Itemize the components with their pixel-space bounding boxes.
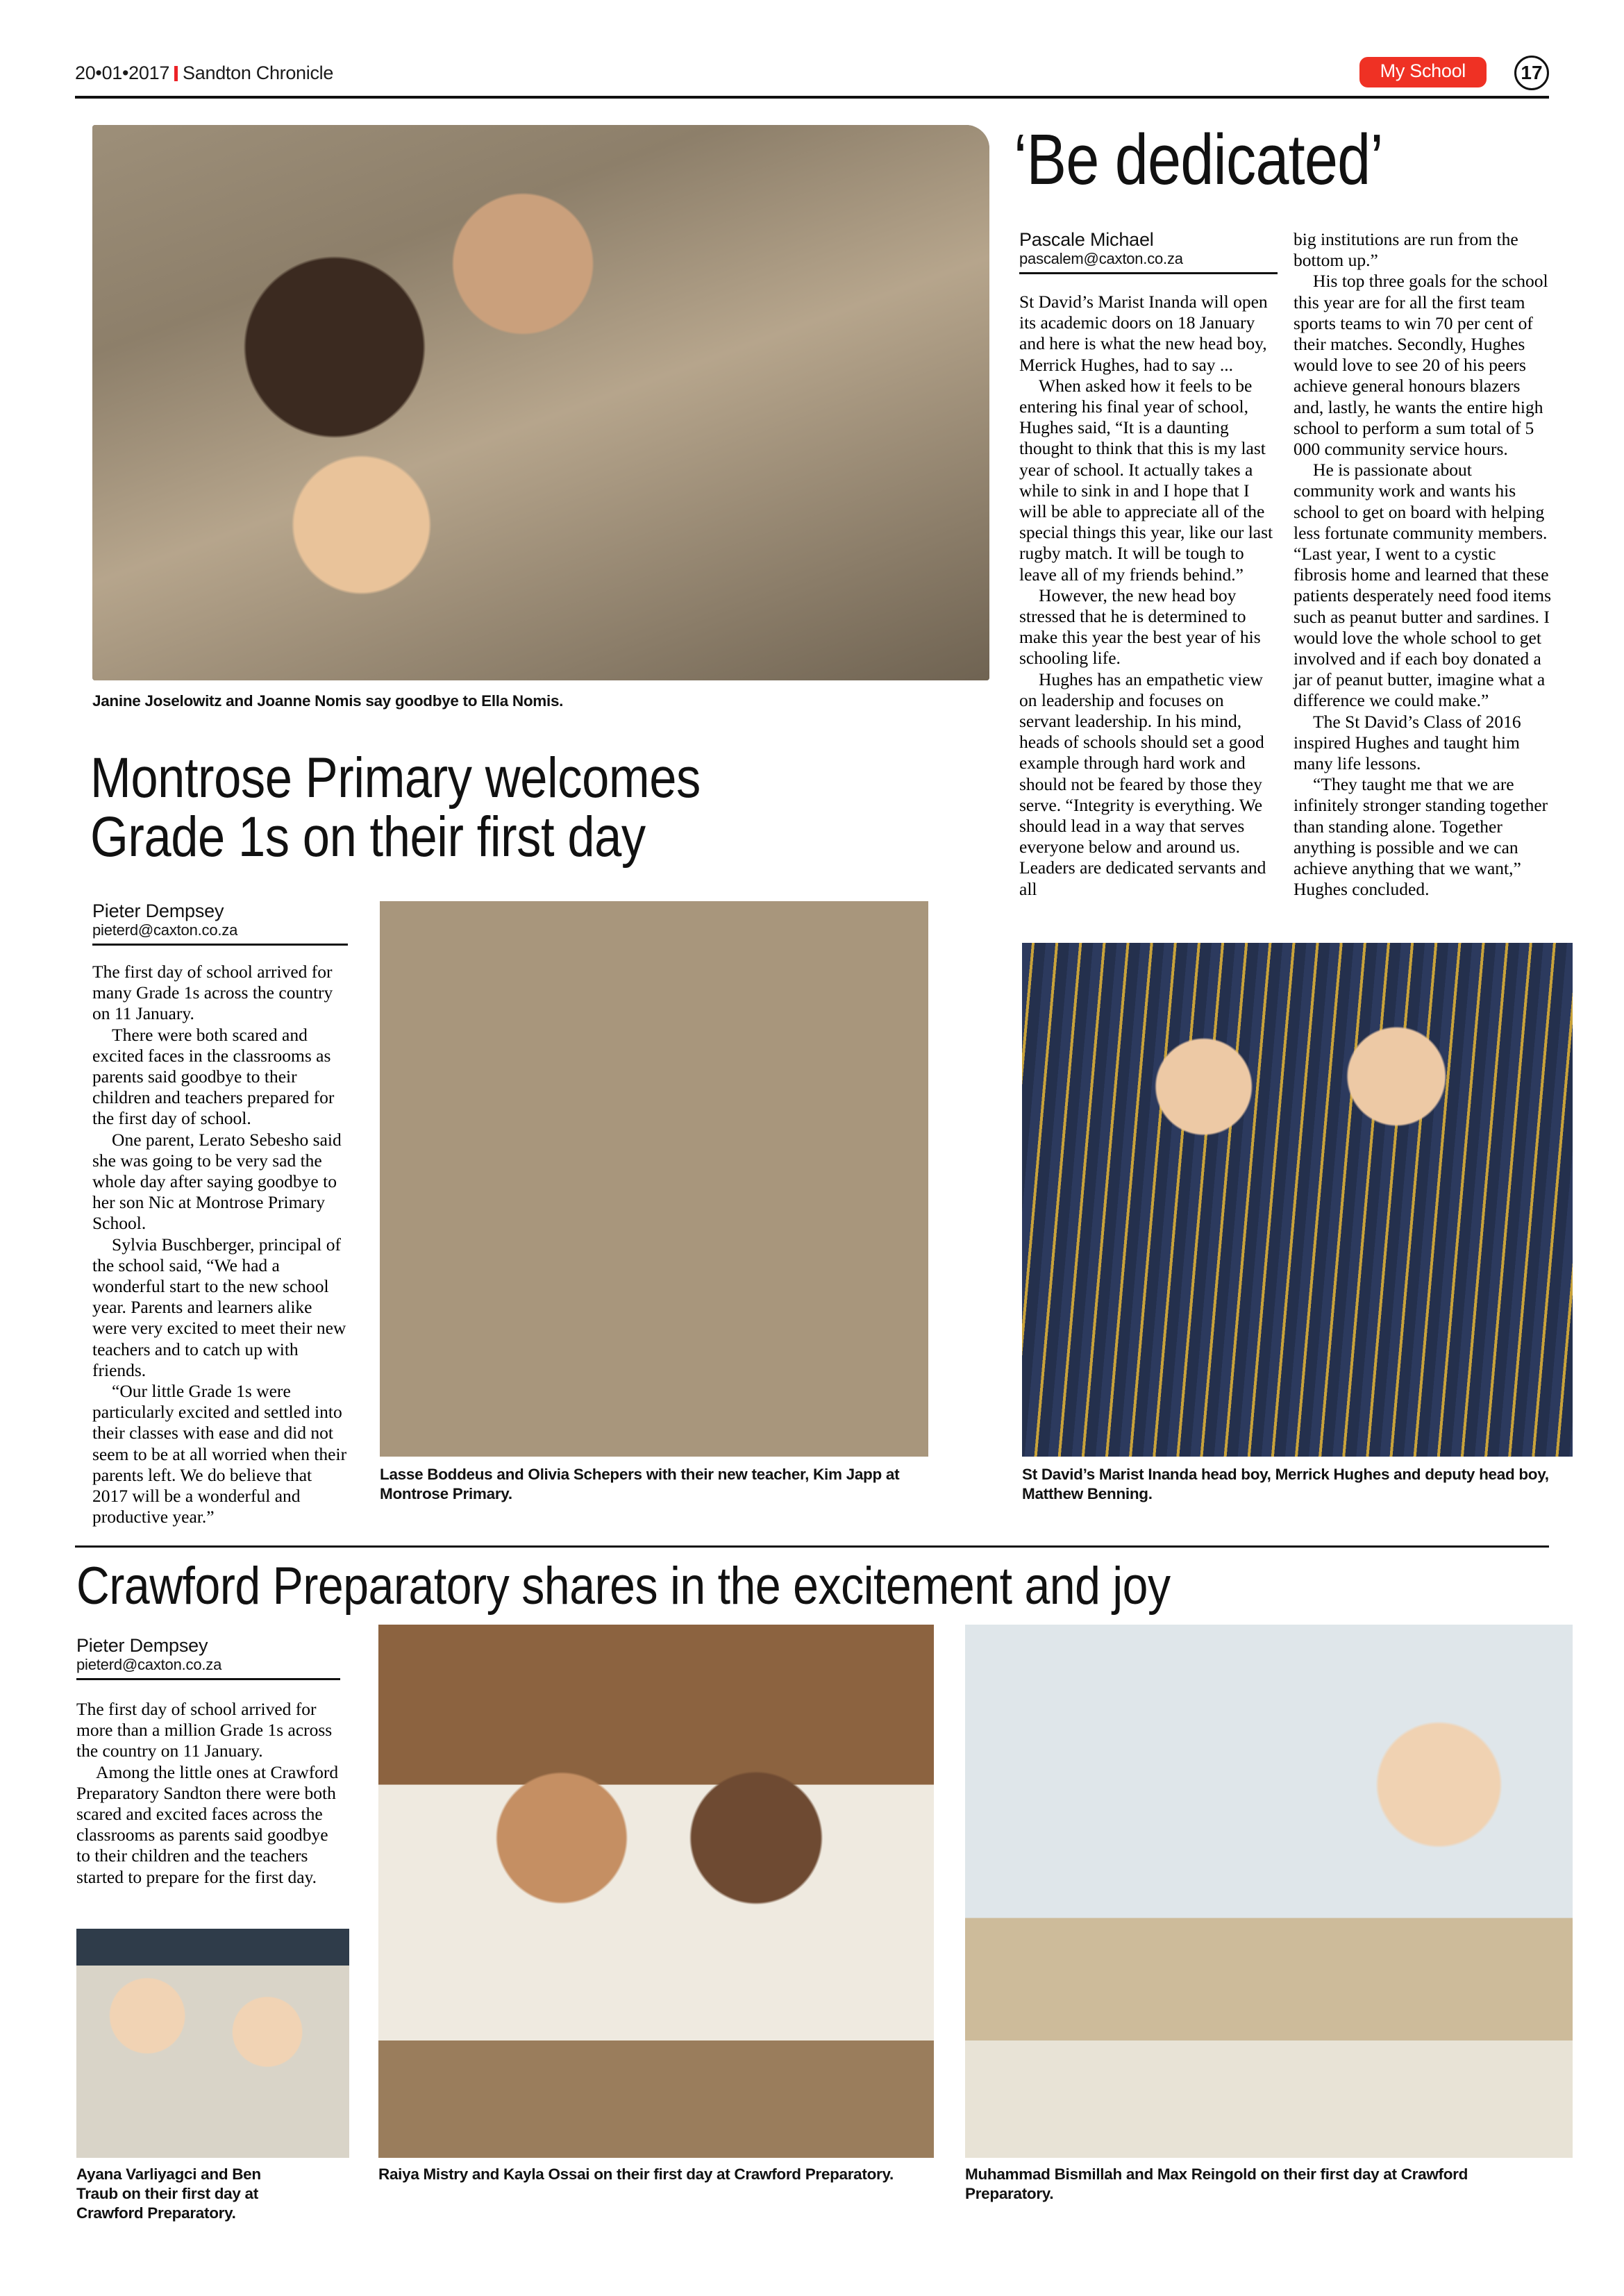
- be-dedicated-paragraph: Hughes has an empathetic view on leadership and focuses on servant leadership. In his mind, heads of schools should set a good example through hard work and should not be feared by those they serve. “Integrity is everything. We should lead in a way that serves everyone below and around us. Leaders are dedicated servants and all: [1019, 669, 1266, 899]
- crawford-byline-email: pieterd@caxton.co.za: [76, 1656, 340, 1680]
- montrose-paragraph: There were both scared and excited faces in the classrooms as parents said goodbye to their children and teachers prepared for the first day of school.: [92, 1024, 335, 1129]
- montrose-photo-caption: Lasse Boddeus and Olivia Schepers with their new teacher, Kim Japp at Montrose Primary.: [380, 1466, 900, 1502]
- crawford-section-rule: [75, 1545, 1549, 1548]
- masthead-date: 20•01•2017: [75, 62, 170, 83]
- st-davids-photo: [1022, 943, 1573, 1457]
- crawford-photo-1-image: [76, 1929, 349, 2158]
- crawford-photo-3-caption: Muhammad Bismillah and Max Reingold on their first day at Crawford Preparatory.: [965, 2165, 1468, 2202]
- crawford-paragraph: The first day of school arrived for more than a million Grade 1s across the country on 11 January.: [76, 1699, 333, 1761]
- montrose-photo: [380, 901, 928, 1457]
- be-dedicated-paragraph: “They taught me that we are infinitely stronger standing together than standing alone. Together anything is possible and we can achieve anything that we want,” Hughes concluded.: [1294, 774, 1548, 900]
- be-dedicated-paragraph: He is passionate about community work and wants his school to get on board with helping less fortunate community members. “Last year, I went to a cystic fibrosis home and learned that these patients desperately need food items such as peanut butter and sardines. I would love the whole school to get involved and if each boy donated a jar of peanut butter, imagine what a difference we could make.”: [1294, 460, 1552, 711]
- be-dedicated-paragraph: The St David’s Class of 2016 inspired Hughes and taught him many life lessons.: [1294, 711, 1521, 774]
- montrose-paragraph: One parent, Lerato Sebesho said she was going to be very sad the whole day after saying goodbye to her son Nic at Montrose Primary School.: [92, 1129, 342, 1234]
- be-dedicated-column-1: [1019, 292, 1278, 900]
- crawford-headline: Crawford Preparatory shares in the excitement and joy: [76, 1557, 1171, 1616]
- be-dedicated-paragraph: His top three goals for the school this year are for all the first team sports teams to win 70 per cent of their matches. Secondly, Hughes would love to see 20 of his peers achieve general honours blazers and, lastly, he wants the entire high school to perform a sum total of 5 000 community service hours.: [1294, 271, 1548, 460]
- montrose-paragraph: Sylvia Buschberger, principal of the school said, “We had a wonderful start to the new school year. Parents and learners alike were very excited to meet their new teachers and to catch up with friends.: [92, 1234, 346, 1380]
- hero-photo: [92, 125, 989, 680]
- st-davids-photo-image: [1022, 943, 1573, 1457]
- masthead-dateline: [75, 62, 333, 84]
- be-dedicated-column-2: [1294, 229, 1552, 900]
- crawford-photo-3-image: [965, 1625, 1573, 2158]
- be-dedicated-byline-name: Pascale Michael: [1019, 229, 1154, 250]
- hero-photo-image: [92, 125, 989, 680]
- crawford-photo-1-caption: Ayana Varliyagci and Ben Traub on their first day at Crawford Preparatory.: [76, 2165, 261, 2222]
- crawford-photo-2-caption: Raiya Mistry and Kayla Ossai on their first day at Crawford Preparatory.: [378, 2165, 894, 2183]
- be-dedicated-byline-email: pascalem@caxton.co.za: [1019, 250, 1278, 274]
- be-dedicated-paragraph: When asked how it feels to be entering his final year of school, Hughes said, “It is a daunting thought to think that this is my last year of school. It actually takes a while to sink in and I hope that I will be able to appreciate all of the special things this year, like our last rugby match. It will be tough to leave all of my friends behind.”: [1019, 375, 1273, 585]
- montrose-byline-name: Pieter Dempsey: [92, 900, 224, 921]
- montrose-headline-line2: Grade 1s on their first day: [90, 805, 646, 869]
- be-dedicated-paragraph: However, the new head boy stressed that he is determined to make this year the best year of his schooling life.: [1019, 585, 1261, 669]
- page-number-badge: 17: [1514, 56, 1549, 90]
- masthead-divider-icon: [174, 66, 178, 81]
- crawford-byline: [76, 1635, 340, 1691]
- be-dedicated-paragraph: big institutions are run from the bottom up.”: [1294, 229, 1518, 271]
- hero-photo-caption: Janine Joselowitz and Joanne Nomis say goodbye to Ella Nomis.: [92, 692, 564, 710]
- crawford-article-body: [76, 1699, 340, 1888]
- crawford-photo-1: [76, 1929, 349, 2158]
- montrose-headline-line1: Montrose Primary welcomes: [90, 746, 701, 810]
- be-dedicated-paragraph: St David’s Marist Inanda will open its academic doors on 18 January and here is what the new head boy, Merrick Hughes, had to say ...: [1019, 292, 1268, 375]
- be-dedicated-headline: ‘Be dedicated’: [1014, 119, 1383, 199]
- crawford-photo-2-image: [378, 1625, 934, 2158]
- montrose-paragraph: “Our little Grade 1s were particularly excited and settled into their classes with ease and did not seem to be at all worried when their parents left. We do believe that 2017 will be a wonderful and productive year.”: [92, 1381, 347, 1527]
- montrose-headline: [90, 748, 867, 867]
- crawford-photo-3: [965, 1625, 1573, 2158]
- section-badge: My School: [1359, 57, 1487, 87]
- montrose-paragraph: The first day of school arrived for many Grade 1s across the country on 11 January.: [92, 962, 333, 1024]
- crawford-photo-2: [378, 1625, 934, 2158]
- masthead: [75, 60, 1549, 103]
- crawford-paragraph: Among the little ones at Crawford Preparatory Sandton there were both scared and excited faces across the classrooms as parents said goodbye to their children and the teachers started to prepare for the first day.: [76, 1761, 339, 1887]
- crawford-byline-name: Pieter Dempsey: [76, 1635, 208, 1656]
- montrose-article-body: [92, 962, 348, 1527]
- masthead-publication: Sandton Chronicle: [183, 62, 334, 83]
- montrose-photo-image: [380, 901, 928, 1457]
- montrose-byline-email: pieterd@caxton.co.za: [92, 921, 348, 946]
- montrose-byline: [92, 900, 348, 957]
- be-dedicated-byline: [1019, 229, 1278, 285]
- masthead-rule: [75, 96, 1549, 99]
- st-davids-photo-caption: St David’s Marist Inanda head boy, Merrick Hughes and deputy head boy, Matthew Benning.: [1022, 1466, 1549, 1502]
